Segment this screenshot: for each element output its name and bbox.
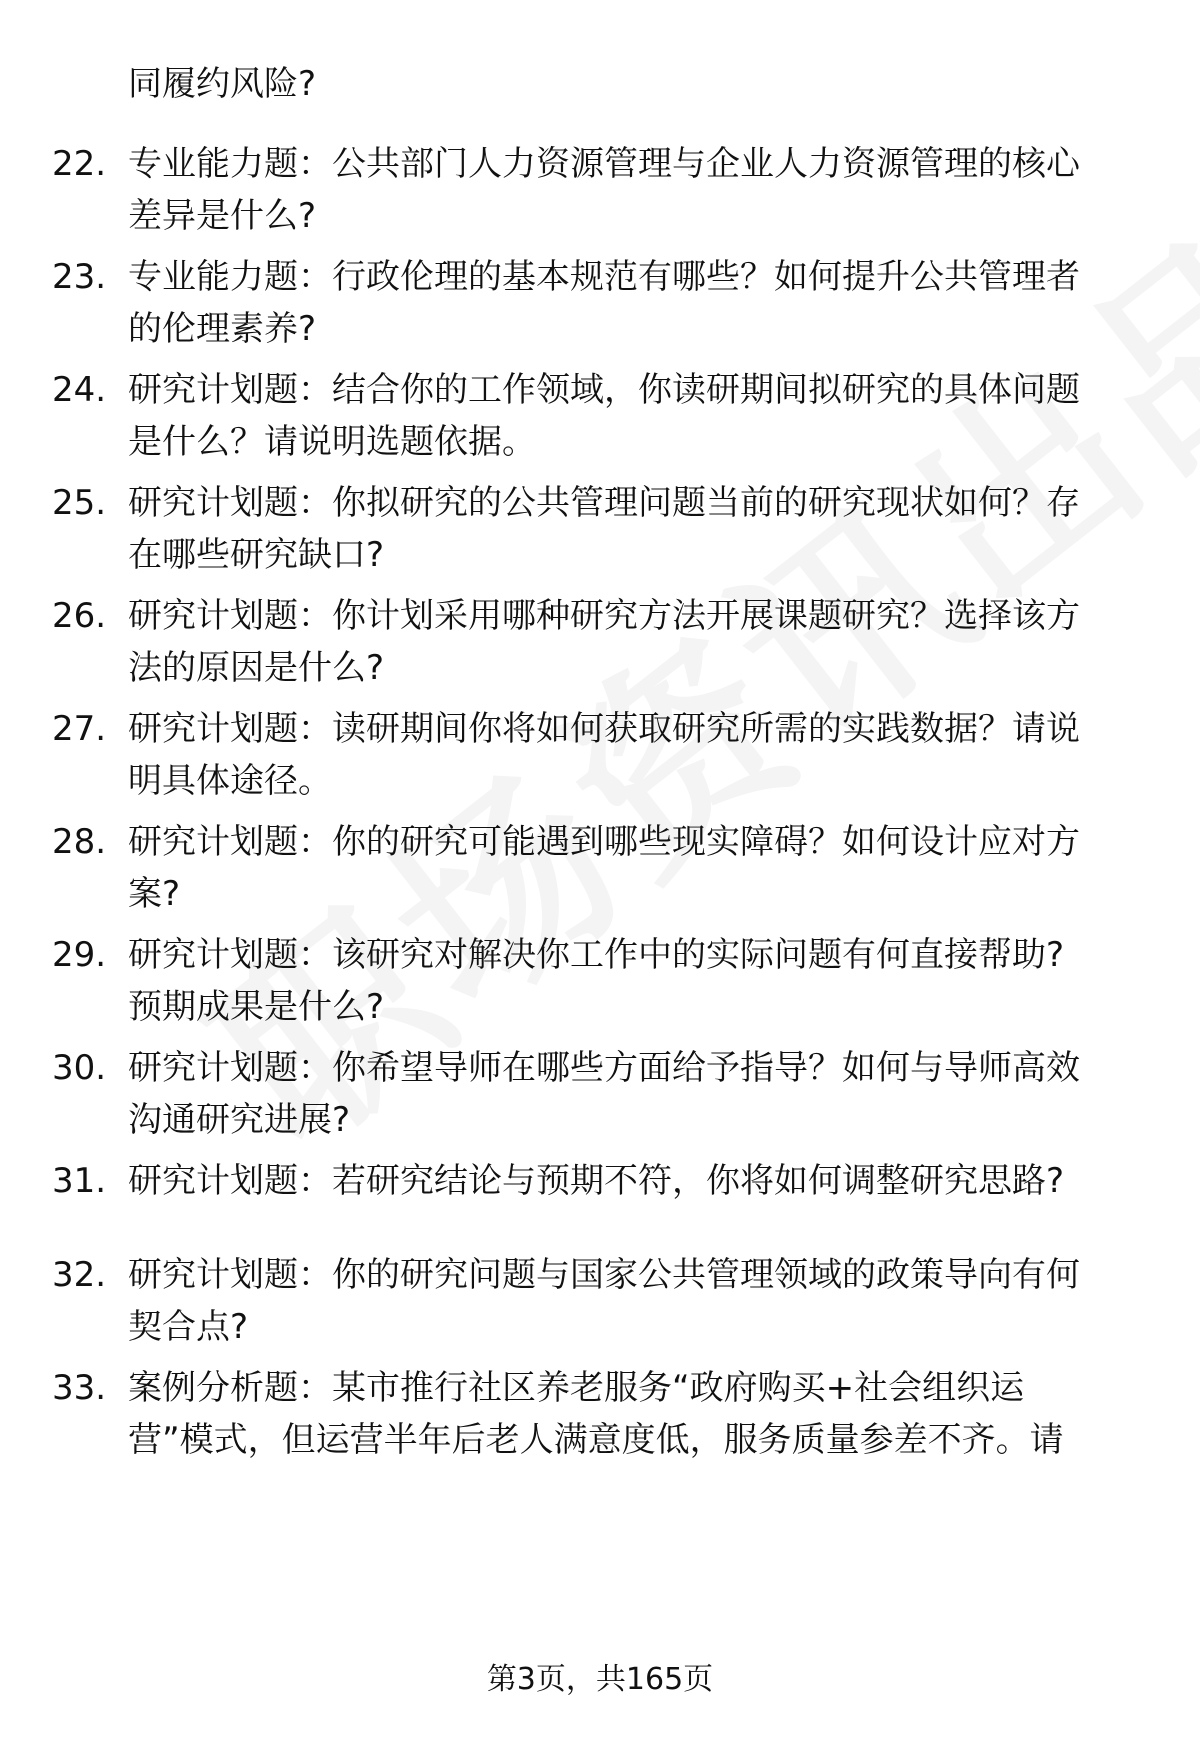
item-line: 研究计划题：结合你的工作领域，你读研期间拟研究的具体问题 [128, 370, 1080, 410]
item-line: 案? [128, 874, 181, 914]
item-line: 在哪些研究缺口? [128, 535, 385, 575]
item-text [128, 816, 1148, 920]
item-line: 沟通研究进展? [128, 1100, 351, 1140]
item-line: 研究计划题：你希望导师在哪些方面给予指导？如何与导师高效 [128, 1048, 1080, 1088]
item-line: 研究计划题：若研究结论与预期不符，你将如何调整研究思路? [128, 1161, 1065, 1201]
item-number: 25. [52, 483, 107, 523]
item-line: 法的原因是什么? [128, 648, 385, 688]
page-footer: 第3页，共165页 [486, 1662, 714, 1697]
item-number: 26. [52, 596, 107, 636]
item-line: 研究计划题：你计划采用哪种研究方法开展课题研究？选择该方 [128, 596, 1080, 636]
item-number: 24. [52, 370, 107, 410]
item-line: 研究计划题：该研究对解决你工作中的实际问题有何直接帮助? [128, 935, 1065, 975]
item-line: 案例分析题：某市推行社区养老服务“政府购买+社会组织运 [128, 1368, 1025, 1408]
item-text [128, 1362, 1148, 1466]
item-line: 专业能力题：公共部门人力资源管理与企业人力资源管理的核心 [128, 144, 1080, 184]
item-number: 30. [52, 1048, 107, 1088]
item-text [128, 1249, 1148, 1353]
item-text [128, 703, 1148, 807]
item-line: 研究计划题：你拟研究的公共管理问题当前的研究现状如何？存 [128, 483, 1080, 523]
item-line: 研究计划题：读研期间你将如何获取研究所需的实践数据？请说 [128, 709, 1080, 749]
item-number: 33. [52, 1368, 107, 1408]
item-number: 28. [52, 822, 107, 862]
item-number: 29. [52, 935, 107, 975]
item-line: 契合点? [128, 1307, 249, 1347]
item-text [128, 477, 1148, 581]
item-text [128, 1042, 1148, 1146]
item-text [128, 1155, 1148, 1207]
item-number: 22. [52, 144, 107, 184]
item-text [128, 364, 1148, 468]
carry-over-text: 同履约风险? [128, 64, 317, 104]
item-line: 研究计划题：你的研究问题与国家公共管理领域的政策导向有何 [128, 1255, 1080, 1295]
item-line: 研究计划题：你的研究可能遇到哪些现实障碍？如何设计应对方 [128, 822, 1080, 862]
item-number: 31. [52, 1161, 107, 1201]
item-line: 营”模式，但运营半年后老人满意度低，服务质量参差不齐。请 [128, 1420, 1064, 1460]
item-number: 32. [52, 1255, 107, 1295]
item-text [128, 251, 1148, 355]
item-text [128, 929, 1148, 1033]
item-line: 预期成果是什么? [128, 987, 385, 1027]
item-line: 差异是什么? [128, 196, 317, 236]
item-line: 的伦理素养? [128, 309, 317, 349]
item-number: 27. [52, 709, 107, 749]
item-line: 明具体途径。 [128, 761, 332, 801]
item-text [128, 138, 1148, 242]
item-line: 专业能力题：行政伦理的基本规范有哪些？如何提升公共管理者 [128, 257, 1080, 297]
item-text [128, 590, 1148, 694]
item-line: 是什么？请说明选题依据。 [128, 422, 536, 462]
item-number: 23. [52, 257, 107, 297]
